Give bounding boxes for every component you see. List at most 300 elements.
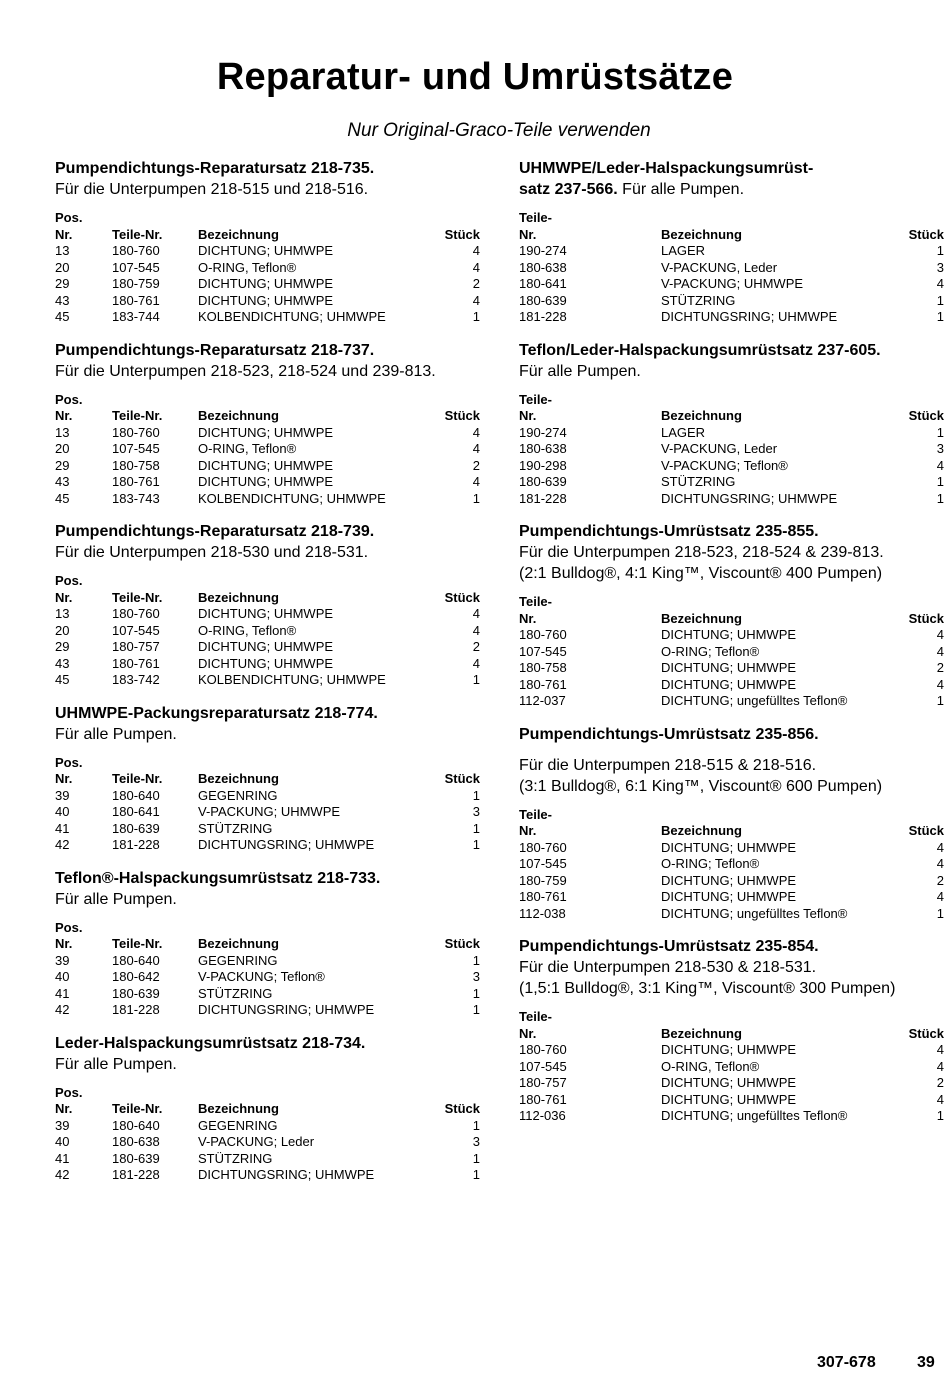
table-row — [55, 639, 480, 656]
column-header: Bezeichnung — [661, 823, 742, 838]
table-cell: 39 — [55, 787, 70, 803]
table-cell: 43 — [55, 474, 70, 489]
table-cell: STÜTZRING — [198, 820, 273, 836]
table-cell: 20 — [55, 259, 70, 275]
table-cell: 3 — [936, 441, 944, 456]
table-cell: DICHTUNG; UHMWPE — [661, 889, 797, 904]
table-cell: DICHTUNG; UHMWPE — [198, 457, 334, 473]
table-cell: DICHTUNG; UHMWPE — [661, 1042, 797, 1057]
repair-kit — [519, 340, 944, 508]
table-row — [519, 1042, 944, 1059]
table-cell: 4 — [472, 424, 480, 440]
table-cell: 1 — [472, 1167, 480, 1182]
column-header: Bezeichnung — [661, 1025, 742, 1041]
kit-title: Pumpendichtungs-Reparatursatz 218-737. — [55, 341, 375, 359]
table-cell: 13 — [55, 243, 70, 258]
table-cell: 4 — [472, 441, 480, 456]
table-cell: 1 — [472, 820, 480, 836]
table-cell: 40 — [55, 1134, 70, 1149]
page-title: Reparatur- und Umrüstsätze — [216, 56, 734, 98]
kit-heading — [519, 158, 944, 200]
column-header: Stück — [908, 408, 944, 423]
table-cell: 1 — [936, 474, 944, 489]
column-header: Stück — [908, 823, 944, 838]
table-row — [55, 276, 480, 293]
table-cell: 107-545 — [519, 856, 567, 871]
table-cell: DICHTUNG; ungefülltes Teflon® — [661, 1108, 848, 1123]
table-cell: 190-298 — [519, 457, 567, 473]
table-cell: DICHTUNGSRING; UHMWPE — [661, 309, 838, 324]
column-header: Stück — [908, 610, 944, 626]
table-row — [519, 309, 944, 326]
table-cell: 1 — [472, 1117, 480, 1133]
kit-description: Für die Unterpumpen 218-515 & 218-516. — [519, 756, 817, 774]
parts-table — [55, 1085, 480, 1184]
parts-table-header — [519, 594, 944, 627]
table-row — [55, 1134, 480, 1151]
table-cell: 3 — [472, 804, 480, 819]
table-row — [519, 260, 944, 277]
column-header: Teile-Nr. — [112, 936, 163, 951]
table-cell: 1 — [472, 787, 480, 803]
parts-table-header — [55, 573, 480, 606]
table-cell: 183-744 — [112, 309, 160, 324]
table-cell: DICHTUNG; UHMWPE — [198, 292, 334, 308]
kit-description: Für alle Pumpen. — [55, 725, 177, 743]
parts-table — [519, 594, 944, 710]
table-cell: 107-545 — [112, 259, 160, 275]
table-cell: DICHTUNGSRING; UHMWPE — [198, 1002, 375, 1017]
left-column — [55, 158, 480, 1198]
column-header: Teile-Nr. — [112, 408, 163, 423]
kit-description: Für die Unterpumpen 218-530 & 218-531. — [519, 959, 817, 976]
table-cell: 13 — [55, 424, 70, 440]
table-cell: DICHTUNG; UHMWPE — [198, 606, 334, 621]
table-row — [55, 953, 480, 970]
repair-kit — [55, 703, 480, 854]
column-header: Bezeichnung — [198, 936, 279, 951]
table-cell: O-RING; Teflon® — [661, 856, 760, 871]
table-cell: 1 — [936, 905, 944, 921]
parts-table-header — [55, 1085, 480, 1118]
table-row — [519, 1108, 944, 1125]
table-cell: STÜTZRING — [198, 985, 273, 1001]
column-header: Pos. Nr. — [55, 573, 83, 605]
table-cell: 45 — [55, 490, 70, 506]
column-header: Stück — [444, 936, 480, 951]
table-cell: 2 — [472, 457, 480, 473]
table-cell: DICHTUNG; ungefülltes Teflon® — [661, 905, 848, 921]
kit-description: Für die Unterpumpen 218-530 und 218-531. — [55, 544, 369, 561]
table-cell: DICHTUNG; UHMWPE — [198, 655, 334, 671]
kit-title: UHMWPE/Leder-Halspackungsumrüst- satz 237-566. — [519, 160, 814, 198]
kit-description: Für die Unterpumpen 218-515 und 218-516. — [55, 181, 369, 198]
table-cell: LAGER — [661, 424, 706, 440]
table-cell: 183-743 — [112, 490, 160, 506]
table-cell: 1 — [936, 693, 944, 708]
column-header: Stück — [444, 589, 480, 605]
table-cell: 180-639 — [519, 474, 567, 489]
column-header: Pos. Nr. — [55, 1084, 83, 1116]
table-cell: 180-639 — [519, 292, 567, 308]
table-cell: DICHTUNG; UHMWPE — [661, 1075, 797, 1090]
kit-title: Pumpendichtungs-Umrüstsatz 235-856. — [519, 725, 819, 743]
repair-kit — [55, 1033, 480, 1184]
table-row — [519, 458, 944, 475]
table-row — [55, 1151, 480, 1168]
table-cell: DICHTUNGSRING; UHMWPE — [661, 490, 838, 506]
table-row — [55, 606, 480, 623]
table-cell: 42 — [55, 837, 70, 852]
table-cell: 180-639 — [112, 820, 160, 836]
table-cell: 1 — [936, 424, 944, 440]
table-cell: 112-037 — [519, 693, 566, 708]
table-cell: 3 — [472, 1134, 480, 1149]
table-cell: 180-760 — [519, 1042, 567, 1057]
table-cell: 180-757 — [519, 1075, 567, 1090]
table-row — [55, 458, 480, 475]
parts-table-header — [519, 807, 944, 840]
table-cell: 181-228 — [112, 1167, 160, 1182]
table-cell: 180-760 — [112, 243, 160, 258]
table-cell: 4 — [472, 655, 480, 671]
kit-description: Für alle Pumpen. — [55, 1055, 177, 1073]
parts-table-header — [519, 210, 944, 243]
table-cell: 107-545 — [112, 622, 160, 638]
table-row — [519, 276, 944, 293]
table-row — [55, 1118, 480, 1135]
table-row — [55, 1002, 480, 1019]
table-row — [519, 644, 944, 661]
table-cell: 180-759 — [112, 276, 160, 291]
table-cell: 107-545 — [112, 441, 160, 456]
repair-kit — [519, 521, 944, 710]
parts-table — [519, 210, 944, 326]
table-cell: V-PACKUNG; Teflon® — [198, 969, 325, 984]
kit-heading — [55, 868, 480, 889]
kit-pump-models: (1,5:1 Bulldog®, 3:1 King™, Viscount® 300 Pumpen) — [519, 980, 896, 997]
table-cell: 180-761 — [519, 889, 567, 904]
table-row — [519, 889, 944, 906]
table-cell: 181-228 — [112, 1002, 160, 1017]
table-cell: 180-642 — [112, 969, 160, 984]
column-header: Teile- Nr. — [519, 210, 552, 242]
table-cell: 4 — [936, 643, 944, 659]
table-cell: 29 — [55, 639, 70, 654]
table-cell: O-RING, Teflon® — [198, 259, 297, 275]
table-row — [55, 260, 480, 277]
table-cell: 180-638 — [519, 441, 567, 456]
repair-kit — [519, 724, 944, 923]
table-cell: 4 — [936, 1091, 944, 1107]
table-cell: STÜTZRING — [661, 292, 736, 308]
table-cell: 180-638 — [112, 1134, 160, 1149]
table-row — [55, 425, 480, 442]
kit-description: Für die Unterpumpen 218-523, 218-524 & 239-813. — [519, 544, 884, 561]
table-cell: 3 — [936, 259, 944, 275]
table-cell: 45 — [55, 309, 70, 324]
table-cell: 1 — [472, 1002, 480, 1017]
table-cell: DICHTUNG; UHMWPE — [198, 243, 334, 258]
table-cell: 180-640 — [112, 787, 160, 803]
table-row — [55, 441, 480, 458]
table-cell: 39 — [55, 1117, 70, 1133]
table-cell: 2 — [936, 1075, 944, 1090]
table-cell: 4 — [936, 276, 944, 291]
table-row — [519, 1059, 944, 1076]
table-cell: 43 — [55, 655, 70, 671]
table-cell: DICHTUNG; ungefülltes Teflon® — [661, 693, 848, 708]
table-cell: 45 — [55, 672, 70, 687]
table-cell: GEGENRING — [198, 1117, 278, 1133]
table-cell: DICHTUNGSRING; UHMWPE — [198, 837, 375, 852]
table-row — [519, 873, 944, 890]
table-cell: 107-545 — [519, 1058, 567, 1074]
table-cell: DICHTUNGSRING; UHMWPE — [198, 1167, 375, 1182]
kit-title: Teflon/Leder-Halspackungsumrüstsatz 237-605. — [519, 341, 881, 359]
table-cell: 180-640 — [112, 952, 160, 968]
kit-heading — [519, 936, 944, 957]
table-cell: 1 — [936, 243, 944, 258]
table-cell: DICHTUNG; UHMWPE — [661, 627, 797, 642]
table-row — [55, 837, 480, 854]
table-cell: DICHTUNG; UHMWPE — [198, 474, 334, 489]
kit-title: Pumpendichtungs-Reparatursatz 218-735. — [55, 160, 375, 177]
table-row — [55, 623, 480, 640]
table-row — [55, 656, 480, 673]
column-header: Pos. Nr. — [55, 391, 83, 423]
repair-kit — [519, 158, 944, 326]
table-cell: 180-757 — [112, 639, 160, 654]
kit-heading — [55, 703, 480, 724]
table-cell: 4 — [472, 259, 480, 275]
table-cell: 4 — [936, 856, 944, 871]
table-row — [519, 856, 944, 873]
table-row — [519, 840, 944, 857]
table-cell: 42 — [55, 1002, 70, 1017]
table-cell: V-PACKUNG, Leder — [661, 259, 778, 275]
table-cell: 13 — [55, 606, 70, 621]
table-cell: 4 — [472, 606, 480, 621]
table-cell: 181-228 — [112, 837, 160, 852]
column-header: Bezeichnung — [661, 226, 742, 242]
page-number: 39 — [917, 1354, 935, 1371]
table-row — [55, 986, 480, 1003]
table-cell: 1 — [472, 952, 480, 968]
parts-table — [55, 920, 480, 1019]
column-header: Stück — [444, 771, 480, 786]
table-cell: 180-759 — [519, 872, 567, 888]
table-row — [55, 293, 480, 310]
table-cell: 180-761 — [112, 474, 160, 489]
table-cell: 180-761 — [519, 676, 567, 692]
parts-table — [55, 755, 480, 854]
document-number: 307-678 — [817, 1354, 876, 1371]
table-cell: 1 — [472, 985, 480, 1001]
column-header: Teile- Nr. — [519, 1009, 552, 1041]
table-cell: V-PACKUNG; UHMWPE — [198, 804, 341, 819]
kit-title: Pumpendichtungs-Reparatursatz 218-739. — [55, 523, 375, 540]
table-cell: 39 — [55, 952, 70, 968]
parts-table — [519, 392, 944, 508]
column-header: Bezeichnung — [661, 408, 742, 423]
table-row — [519, 243, 944, 260]
table-row — [519, 1092, 944, 1109]
table-cell: 1 — [472, 309, 480, 324]
repair-kit — [55, 158, 480, 326]
column-header: Bezeichnung — [198, 771, 279, 786]
parts-table-header — [519, 1009, 944, 1042]
table-cell: 183-742 — [112, 672, 160, 687]
parts-table-header — [55, 392, 480, 425]
table-cell: 40 — [55, 804, 70, 819]
repair-kit — [55, 521, 480, 689]
column-header: Teile-Nr. — [112, 771, 163, 786]
table-cell: 180-640 — [112, 1117, 160, 1133]
table-cell: DICHTUNG; UHMWPE — [661, 839, 797, 855]
table-cell: V-PACKUNG; Teflon® — [661, 457, 788, 473]
table-cell: O-RING, Teflon® — [661, 1058, 760, 1074]
table-cell: 180-758 — [519, 660, 567, 675]
table-cell: 1 — [936, 292, 944, 308]
kit-heading — [519, 521, 944, 542]
table-cell: 1 — [472, 1150, 480, 1166]
right-column — [519, 158, 944, 1139]
column-header: Bezeichnung — [198, 408, 279, 423]
column-header: Bezeichnung — [198, 1101, 279, 1116]
table-cell: 180-760 — [519, 839, 567, 855]
table-cell: GEGENRING — [198, 952, 278, 968]
table-row — [519, 660, 944, 677]
table-cell: 41 — [55, 1150, 70, 1166]
table-cell: LAGER — [661, 243, 706, 258]
table-row — [55, 309, 480, 326]
table-cell: KOLBENDICHTUNG; UHMWPE — [198, 672, 386, 687]
table-cell: 112-036 — [519, 1108, 566, 1123]
table-cell: 4 — [936, 457, 944, 473]
table-cell: V-PACKUNG; Leder — [198, 1134, 315, 1149]
column-header: Stück — [444, 226, 480, 242]
table-row — [519, 441, 944, 458]
table-cell: 112-038 — [519, 905, 566, 921]
table-cell: DICHTUNG; UHMWPE — [661, 660, 797, 675]
table-cell: DICHTUNG; UHMWPE — [661, 676, 797, 692]
table-cell: 181-228 — [519, 490, 567, 506]
column-header: Bezeichnung — [198, 226, 279, 242]
table-row — [519, 627, 944, 644]
kit-title: UHMWPE-Packungsreparatursatz 218-774. — [55, 704, 378, 722]
table-cell: 1 — [936, 309, 944, 324]
table-cell: 180-638 — [519, 259, 567, 275]
table-cell: 20 — [55, 441, 70, 456]
table-cell: O-RING, Teflon® — [198, 622, 297, 638]
table-cell: V-PACKUNG; UHMWPE — [661, 276, 804, 291]
table-cell: 4 — [472, 243, 480, 258]
kit-pump-models: (2:1 Bulldog®, 4:1 King™, Viscount® 400 Pumpen) — [519, 565, 883, 582]
table-cell: 40 — [55, 969, 70, 984]
table-cell: DICHTUNG; UHMWPE — [661, 872, 797, 888]
parts-table — [55, 210, 480, 326]
kit-heading — [519, 724, 944, 745]
table-cell: 4 — [936, 1058, 944, 1074]
kit-title: Leder-Halspackungsumrüstsatz 218-734. — [55, 1034, 366, 1052]
kit-heading-tail: Für alle Pumpen. — [617, 181, 745, 198]
table-cell: 1 — [472, 672, 480, 687]
kit-description: Für die Unterpumpen 218-523, 218-524 und 239-813. — [55, 362, 436, 380]
table-cell: 4 — [936, 1042, 944, 1057]
repair-kit — [55, 868, 480, 1019]
table-cell: 4 — [936, 676, 944, 692]
table-cell: 4 — [936, 889, 944, 904]
column-header: Bezeichnung — [661, 610, 742, 626]
table-cell: 180-761 — [112, 655, 160, 671]
kit-title: Teflon®-Halspackungsumrüstsatz 218-733. — [55, 869, 381, 887]
table-cell: 190-274 — [519, 424, 567, 440]
column-header: Teile- Nr. — [519, 594, 552, 626]
table-cell: 180-758 — [112, 457, 160, 473]
table-cell: DICHTUNG; UHMWPE — [198, 276, 334, 291]
table-cell: 2 — [936, 872, 944, 888]
repair-kit — [55, 340, 480, 508]
table-cell: KOLBENDICHTUNG; UHMWPE — [198, 309, 386, 324]
table-cell: 1 — [936, 490, 944, 506]
table-row — [519, 693, 944, 710]
table-cell: 180-760 — [519, 627, 567, 642]
table-cell: V-PACKUNG, Leder — [661, 441, 778, 456]
kit-heading — [55, 158, 480, 179]
kit-heading — [55, 340, 480, 361]
kit-title: Pumpendichtungs-Umrüstsatz 235-855. — [519, 523, 819, 540]
table-cell: 1 — [472, 837, 480, 852]
table-cell: STÜTZRING — [661, 474, 736, 489]
table-cell: 181-228 — [519, 309, 567, 324]
table-cell: 4 — [936, 627, 944, 642]
kit-title: Pumpendichtungs-Umrüstsatz 235-854. — [519, 938, 819, 955]
parts-table-header — [55, 920, 480, 953]
table-cell: 180-641 — [519, 276, 567, 291]
table-cell: 180-760 — [112, 606, 160, 621]
column-header: Stück — [908, 1025, 944, 1041]
table-cell: 180-639 — [112, 1150, 160, 1166]
table-cell: 1 — [472, 490, 480, 506]
table-cell: 180-639 — [112, 985, 160, 1001]
column-header: Pos. Nr. — [55, 210, 83, 242]
column-header: Pos. Nr. — [55, 754, 83, 786]
parts-table — [55, 392, 480, 508]
table-cell: 180-761 — [112, 292, 160, 308]
table-cell: 41 — [55, 985, 70, 1001]
column-header: Stück — [444, 408, 480, 423]
table-cell: 1 — [936, 1108, 944, 1123]
table-row — [55, 821, 480, 838]
column-header: Teile- Nr. — [519, 806, 552, 838]
table-row — [519, 906, 944, 923]
column-header: Teile- Nr. — [519, 391, 552, 423]
repair-kit — [519, 936, 944, 1125]
table-cell: 180-760 — [112, 424, 160, 440]
table-cell: 4 — [936, 839, 944, 855]
parts-table-header — [55, 755, 480, 788]
table-cell: 2 — [472, 639, 480, 654]
column-header: Teile-Nr. — [112, 589, 163, 605]
column-header: Stück — [908, 226, 944, 242]
table-cell: KOLBENDICHTUNG; UHMWPE — [198, 490, 386, 506]
table-row — [55, 788, 480, 805]
table-cell: 190-274 — [519, 243, 567, 258]
table-row — [519, 677, 944, 694]
parts-table — [55, 573, 480, 689]
table-cell: 107-545 — [519, 643, 567, 659]
